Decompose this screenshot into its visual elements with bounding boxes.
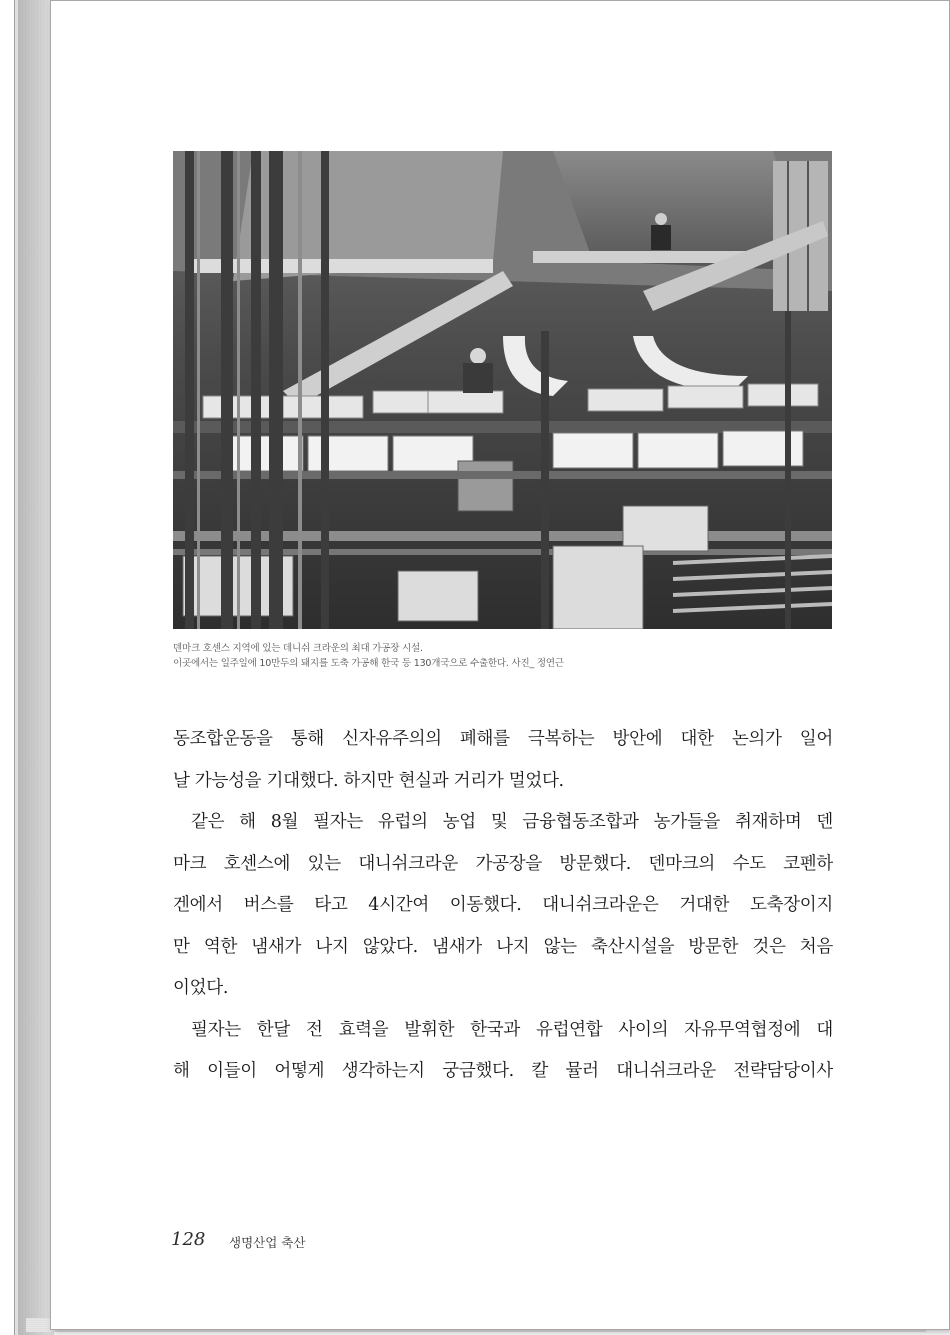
caption-line-1: 덴마크 호센스 지역에 있는 데니쉬 크라운의 최대 가공장 시설. <box>173 643 423 654</box>
body-text <box>173 725 833 1099</box>
photo-caption <box>173 641 832 671</box>
body-line: 날 가능성을 기대했다. 하지만 현실과 거리가 멀었다. <box>173 770 564 791</box>
body-line: 겐에서 버스를 타고 4시간여 이동했다. 대니쉬크라운은 거대한 도축장이지 <box>173 895 833 915</box>
body-line: 동조합운동을 통해 신자유주의의 폐해를 극복하는 방안에 대한 논의가 일어 <box>173 729 833 749</box>
body-line: 이었다. <box>173 978 229 998</box>
factory-photo-image <box>173 151 832 629</box>
body-line: 만 역한 냄새가 나지 않았다. 냄새가 나지 않는 축산시설을 방문한 것은 처음 <box>173 936 833 957</box>
caption-line-2: 이곳에서는 일주일에 10만두의 돼지를 도축 가공해 한국 등 130개국으로 수출한다. 사진_ 정연근 <box>173 658 564 669</box>
book-edge-shadow <box>18 0 54 1335</box>
book-page <box>50 0 950 1330</box>
factory-photo <box>173 151 832 629</box>
body-line: 마크 호센스에 있는 대니쉬크라운 가공장을 방문했다. 덴마크의 수도 코펜하 <box>173 853 833 874</box>
running-head: 생명산업 축산 <box>229 1235 306 1250</box>
body-line: 같은 해 8월 필자는 유럽의 농업 및 금융협동조합과 농가들을 취재하며 덴 <box>191 812 833 832</box>
page-number: 128 <box>171 1229 206 1250</box>
body-line: 필자는 한달 전 효력을 발휘한 한국과 유럽연합 사이의 자유무역협정에 대 <box>191 1019 833 1040</box>
body-line: 해 이들이 어떻게 생각하는지 궁금했다. 칼 뮬러 대니쉬크라운 전략담당이사 <box>173 1061 833 1081</box>
